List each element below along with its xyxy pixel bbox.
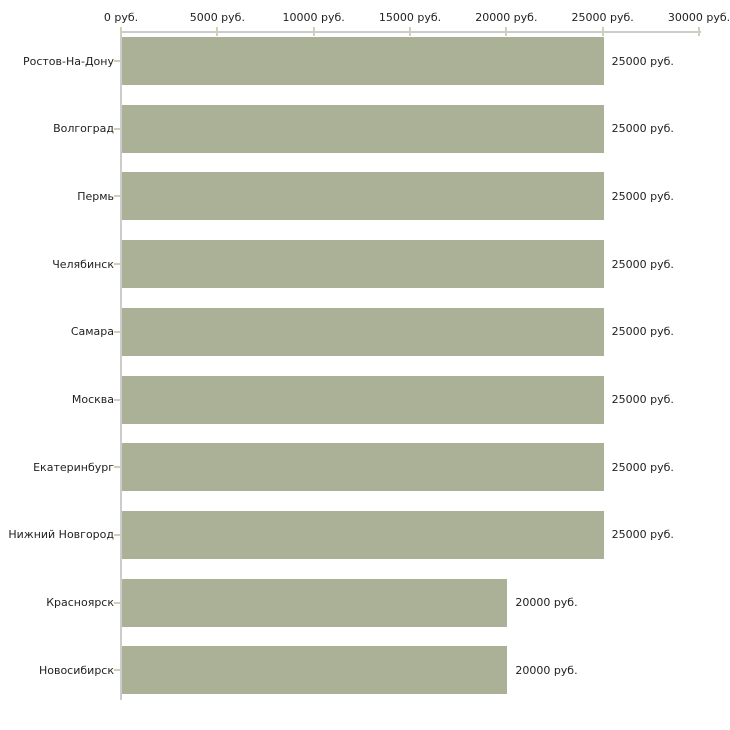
x-axis-tick-label: 30000 руб. [667,11,730,24]
x-axis-line [121,31,701,33]
category-label: Москва [71,393,114,406]
category-label: Самара [70,325,114,339]
bar [122,240,604,288]
x-axis-tick-label: 20000 руб. [475,11,538,24]
value-label: 20000 руб. [515,663,578,677]
bar [122,579,507,627]
x-axis-tick-label: 15000 руб. [378,11,442,24]
y-axis-tick-mark [114,534,120,536]
value-label: 25000 руб. [611,528,674,542]
x-axis-tick-mark [313,27,315,36]
value-label: 25000 руб. [611,393,674,406]
category-label: Волгоград [53,122,114,136]
value-label: 25000 руб. [611,325,674,339]
x-axis-tick-mark [120,27,122,36]
y-axis-tick-mark [114,669,120,671]
category-label: Нижний Новгород [8,528,114,542]
value-label: 25000 руб. [611,122,674,136]
value-label: 20000 руб. [515,596,578,610]
y-axis-tick-mark [114,128,120,130]
bar [122,172,604,220]
bar [122,511,604,559]
bar [122,37,604,85]
value-label: 25000 руб. [611,54,674,68]
y-axis-tick-mark [114,399,120,401]
x-axis-tick-mark [602,27,604,36]
category-label: Новосибирск [38,663,114,677]
category-label: Красноярск [46,596,114,610]
y-axis-tick-mark [114,263,120,265]
bar [122,443,604,491]
category-label: Пермь [77,189,114,203]
y-axis-tick-mark [114,195,120,197]
value-label: 25000 руб. [611,460,674,474]
x-axis-tick-label: 5000 руб. [189,11,245,24]
category-label: Екатеринбург [33,460,114,474]
y-axis-tick-mark [114,602,120,604]
bar [122,646,507,694]
value-label: 25000 руб. [611,257,674,271]
x-axis-tick-label: 10000 руб. [282,11,345,24]
x-axis-tick-label: 0 руб. [103,11,139,24]
bar [122,308,604,356]
x-axis-tick-mark [698,27,700,36]
category-label: Челябинск [52,257,114,271]
x-axis-tick-mark [216,27,218,36]
bar [122,105,604,153]
y-axis-tick-mark [114,466,120,468]
y-axis-tick-mark [114,60,120,62]
x-axis-tick-mark [409,27,411,36]
value-label: 25000 руб. [611,189,674,203]
x-axis-tick-label: 25000 руб. [571,11,634,24]
bar [122,376,604,424]
x-axis-tick-mark [505,27,507,36]
category-label: Ростов-На-Дону [22,54,114,68]
y-axis-tick-mark [114,331,120,333]
